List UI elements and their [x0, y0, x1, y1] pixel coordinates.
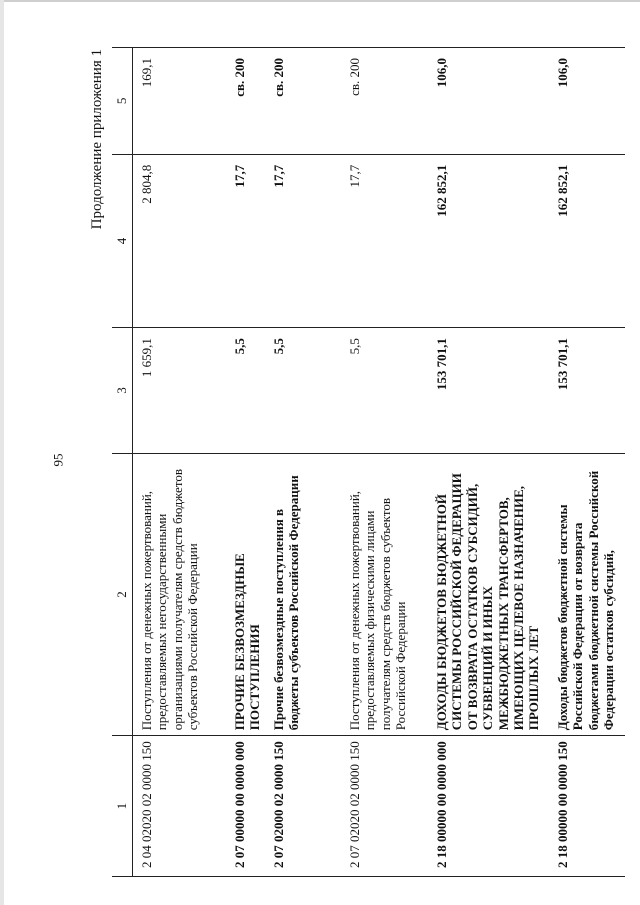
row-value-col3: 5,5	[265, 328, 341, 454]
row-value-col4: 17,7	[265, 154, 341, 327]
row-value-col4: 17,7	[226, 154, 265, 327]
row-value-col3: 153 701,1	[549, 328, 625, 454]
row-value-col3: 5,5	[226, 328, 265, 454]
revenue-table	[112, 47, 625, 877]
row-value-col5: 169,1	[133, 48, 227, 155]
scan-edge-left	[0, 0, 4, 905]
row-value-col5: св. 200	[226, 48, 265, 155]
row-value-col3: 153 701,1	[428, 328, 549, 454]
table-row	[549, 48, 625, 877]
row-name: Прочие безвозмездные поступления в бюджеты субъектов Российской Федерации	[265, 453, 341, 735]
column-header: 2	[112, 453, 133, 735]
row-value-col5: 106,0	[428, 48, 549, 155]
row-code: 2 07 02020 02 0000 150	[341, 736, 428, 877]
row-value-col3: 5,5	[341, 328, 428, 454]
row-value-col5: св. 200	[265, 48, 341, 155]
page-number: 95	[50, 453, 66, 467]
column-header: 5	[112, 48, 133, 155]
row-value-col4: 17,7	[341, 154, 428, 327]
row-code: 2 04 02020 02 0000 150	[133, 736, 227, 877]
column-header: 4	[112, 154, 133, 327]
rotated-page-content	[86, 47, 617, 877]
table-row	[428, 48, 549, 877]
table-row	[265, 48, 341, 877]
row-name: ПРОЧИЕ БЕЗВОЗМЕЗДНЫЕ ПОСТУПЛЕНИЯ	[226, 453, 265, 735]
row-value-col3: 1 659,1	[133, 328, 227, 454]
row-code: 2 18 00000 00 0000 150	[549, 736, 625, 877]
column-number-row	[112, 48, 133, 877]
column-header: 1	[112, 736, 133, 877]
table-row	[226, 48, 265, 877]
row-code: 2 07 00000 00 0000 000	[226, 736, 265, 877]
row-value-col5: 106,0	[549, 48, 625, 155]
row-value-col4: 2 804,8	[133, 154, 227, 327]
appendix-caption: Продолжение приложения 1	[89, 49, 105, 230]
row-name: Поступления от денежных пожертвований, предоставляемых негосударственными организациями получателям средств бюджетов субъектов Российской Федерации	[133, 453, 227, 735]
row-name: Доходы бюджетов бюджетной системы Российской Федерации от возврата бюджетами бюджетной системы Российской Федерации остатков субсидий,	[549, 453, 625, 735]
row-value-col4: 162 852,1	[428, 154, 549, 327]
scan-edge-top	[0, 0, 640, 2]
row-code: 2 07 02000 02 0000 150	[265, 736, 341, 877]
row-name: Поступления от денежных пожертвований, предоставляемых физическими лицами получателям средств бюджетов субъектов Российской Федерации	[341, 453, 428, 735]
row-name: ДОХОДЫ БЮДЖЕТОВ БЮДЖЕТНОЙ СИСТЕМЫ РОССИЙСКОЙ ФЕДЕРАЦИИ ОТ ВОЗВРАТА ОСТАТКОВ СУБСИДИЙ, СУБВЕНЦИЙ И ИНЫХ МЕЖБЮДЖЕТНЫХ ТРАНСФЕРТОВ, ИМЕЮЩИХ ЦЕЛЕВОЕ НАЗНАЧЕНИЕ, ПРОШЛЫХ ЛЕТ	[428, 453, 549, 735]
table-row	[341, 48, 428, 877]
table-row	[133, 48, 227, 877]
row-code: 2 18 00000 00 0000 000	[428, 736, 549, 877]
row-value-col4: 162 852,1	[549, 154, 625, 327]
column-header: 3	[112, 328, 133, 454]
row-value-col5: св. 200	[341, 48, 428, 155]
